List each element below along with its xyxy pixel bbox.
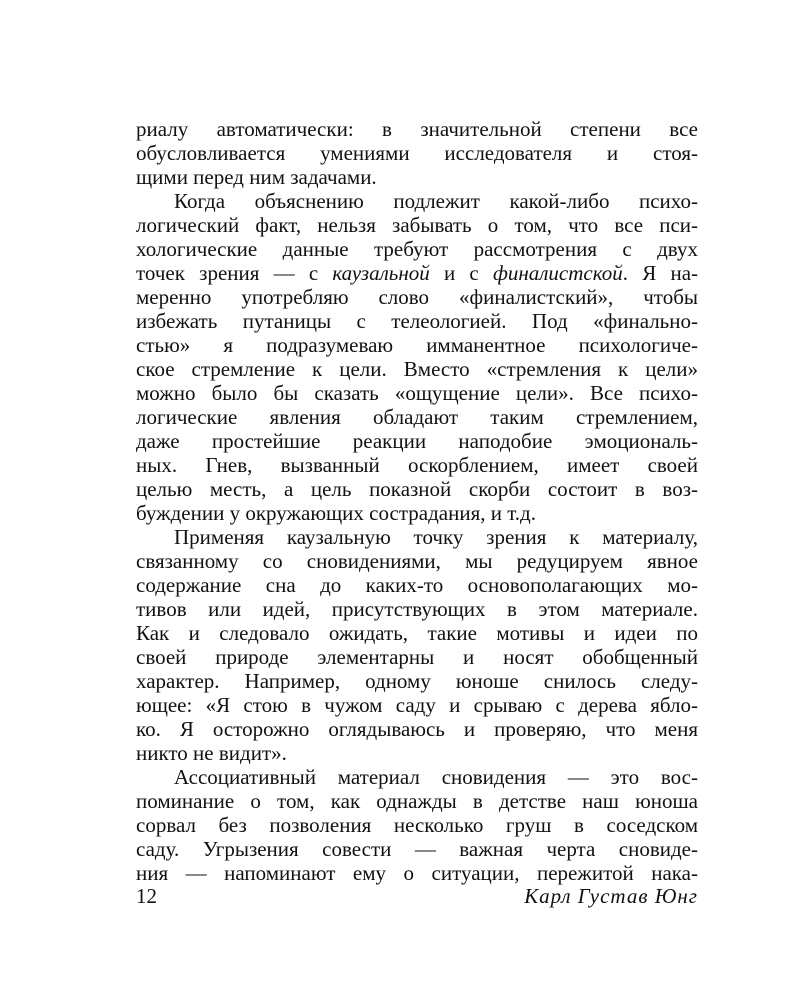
- text-line: Как и следовало ожидать, такие мотивы и идеи по: [136, 621, 698, 645]
- text-line: щими перед ним задачами.: [136, 165, 377, 189]
- text-line: тивов или идей, присутствующих в этом материале.: [136, 597, 698, 621]
- text-line: ское стремление к цели. Вместо «стремления к цели»: [136, 357, 698, 381]
- text-line: целью месть, а цель показной скорби состоит в воз-: [136, 477, 698, 501]
- text-line: избежать путаницы с телеологией. Под «финально-: [136, 309, 698, 333]
- text-line: риалу автоматически: в значительной степени все: [136, 117, 698, 141]
- text-line: буждении у окружающих сострадания, и т.д.: [136, 501, 536, 525]
- text-line: логический факт, нельзя забывать о том, что все пси-: [136, 213, 698, 237]
- text-line: хологические данные требуют рассмотрения с двух: [136, 237, 698, 261]
- text-line: саду. Угрызения совести — важная черта сновиде-: [136, 837, 698, 861]
- text-line: меренно употребляю слово «финалистский», чтобы: [136, 285, 698, 309]
- text-segment: и с: [429, 261, 493, 285]
- text-line: [136, 261, 698, 285]
- paragraph-first-line: Ассоциативный материал сновидения — это вос-: [174, 765, 698, 789]
- text-line: ко. Я осторожно оглядываюсь и проверяю, что меня: [136, 717, 698, 741]
- text-line: стью» я подразумеваю имманентное психологиче-: [136, 333, 698, 357]
- text-line: поминание о том, как однажды в детстве наш юноша: [136, 789, 698, 813]
- text-line: характер. Например, одному юноше снилось следу-: [136, 669, 698, 693]
- running-author: Карл Густав Юнг: [524, 884, 698, 908]
- text-line: никто не видит».: [136, 741, 287, 765]
- page-number: 12: [136, 884, 157, 908]
- text-line: ных. Гнев, вызванный оскорблением, имеет своей: [136, 453, 698, 477]
- page-text: [136, 117, 698, 885]
- text-line: сорвал без позволения несколько груш в соседском: [136, 813, 698, 837]
- text-segment: точек зрения — с: [136, 261, 333, 285]
- emphasis-causal: каузальной: [332, 261, 430, 285]
- emphasis-finalist: финалистской: [492, 261, 623, 285]
- text-line: логические явления обладают таким стремлением,: [136, 405, 698, 429]
- text-line: обусловливается умениями исследователя и стоя-: [136, 141, 698, 165]
- paragraph-first-line: Когда объяснению подлежит какой-либо психо-: [174, 189, 698, 213]
- text-line: ющее: «Я стою в чужом саду и срываю с дерева ябло-: [136, 693, 698, 717]
- text-line: содержание сна до каких-то основополагающих мо-: [136, 573, 698, 597]
- text-segment: . Я на-: [622, 261, 699, 285]
- paragraph-first-line: Применяя каузальную точку зрения к материалу,: [174, 525, 698, 549]
- text-line: связанному со сновидениями, мы редуцируем явное: [136, 549, 698, 573]
- text-line: даже простейшие реакции наподобие эмоциональ-: [136, 429, 698, 453]
- text-line: ния — напоминают ему о ситуации, пережитой нака-: [136, 861, 698, 885]
- text-line: своей природе элементарны и носят обобщенный: [136, 645, 698, 669]
- text-line: можно было бы сказать «ощущение цели». Все психо-: [136, 381, 698, 405]
